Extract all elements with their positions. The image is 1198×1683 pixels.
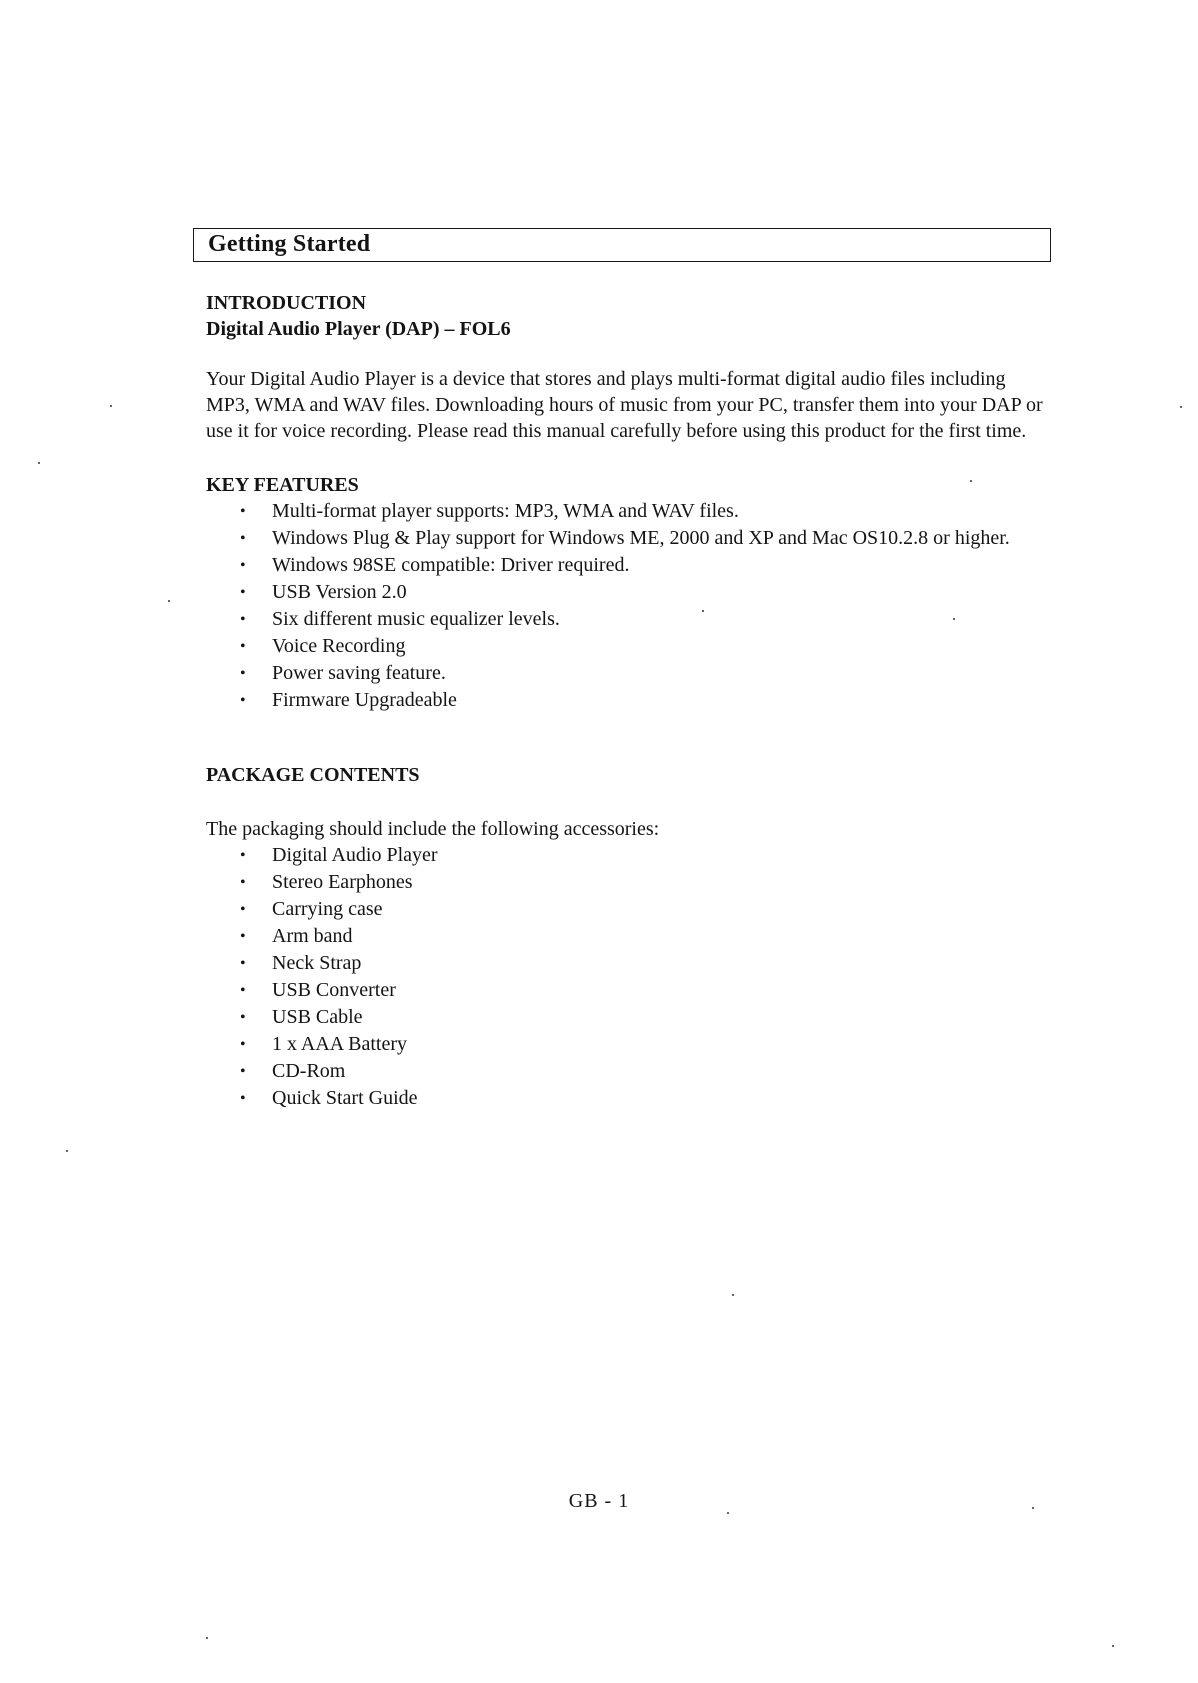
introduction-heading: INTRODUCTION [206,292,367,314]
list-item [206,1004,1046,1031]
package-item-text: 1 x AAA Battery [272,1033,407,1055]
list-item [206,660,1046,687]
scan-speck [1112,1645,1114,1647]
key-features-heading: KEY FEATURES [206,474,359,496]
feature-text: USB Version 2.0 [272,581,407,603]
feature-text: Firmware Upgradeable [272,689,457,711]
package-item-text: Carrying case [272,898,383,920]
scan-speck [66,1150,68,1152]
product-subheading: Digital Audio Player (DAP) – FOL6 [206,318,511,340]
list-item [206,1085,1046,1112]
scan-speck [970,480,972,482]
list-item [206,869,1046,896]
bullet-icon: • [240,1063,246,1080]
scan-speck [1032,1507,1034,1509]
introduction-paragraph: Your Digital Audio Player is a device that stores and plays multi-format digital audio files including MP3, WMA and WAV files. Downloading hours of music from your PC, transfer them into your DAP or use it for voice recording. Please read this manual carefully before using this product for the first time. [206,368,1043,442]
scan-speck [1180,406,1182,408]
feature-text: Multi-format player supports: MP3, WMA and WAV files. [272,500,739,522]
list-item [206,1031,1046,1058]
bullet-icon: • [240,982,246,999]
scan-speck [38,462,40,464]
package-item-text: Arm band [272,925,353,947]
bullet-icon: • [240,1036,246,1053]
package-contents-heading: PACKAGE CONTENTS [206,764,420,786]
list-item [206,525,1046,552]
bullet-icon: • [240,692,246,709]
bullet-icon: • [240,584,246,601]
list-item [206,579,1046,606]
feature-text: Windows Plug & Play support for Windows ME, 2000 and XP and Mac OS10.2.8 or higher. [272,527,1010,549]
bullet-icon: • [240,503,246,520]
scan-speck [702,610,704,612]
feature-text: Power saving feature. [272,662,446,684]
scan-speck [110,405,112,407]
package-item-text: Digital Audio Player [272,844,438,866]
bullet-icon: • [240,665,246,682]
list-item [206,552,1046,579]
section-header-box [193,228,1051,262]
package-item-text: USB Cable [272,1006,363,1028]
package-contents-intro: The packaging should include the following accessories: [206,818,660,840]
scan-speck [727,1512,729,1514]
page-content [206,290,1046,1112]
list-item [206,842,1046,869]
section-title: Getting Started [208,231,371,257]
feature-text: Voice Recording [272,635,406,657]
package-item-text: Quick Start Guide [272,1087,418,1109]
bullet-icon: • [240,611,246,628]
feature-text: Six different music equalizer levels. [272,608,560,630]
bullet-icon: • [240,874,246,891]
list-item [206,950,1046,977]
page-number: GB - 1 [568,1490,630,1512]
bullet-icon: • [240,928,246,945]
package-item-text: USB Converter [272,979,396,1001]
list-item [206,923,1046,950]
key-features-list [206,498,1046,714]
list-item [206,498,1046,525]
list-item [206,896,1046,923]
bullet-icon: • [240,1009,246,1026]
package-item-text: Stereo Earphones [272,871,413,893]
scan-speck [206,1637,208,1639]
bullet-icon: • [240,557,246,574]
feature-text: Windows 98SE compatible: Driver required. [272,554,630,576]
scan-speck [168,600,170,602]
list-item [206,687,1046,714]
package-item-text: Neck Strap [272,952,362,974]
list-item [206,1058,1046,1085]
bullet-icon: • [240,638,246,655]
list-item [206,977,1046,1004]
bullet-icon: • [240,530,246,547]
scan-speck [732,1294,734,1296]
scan-speck [953,618,955,620]
list-item [206,606,1046,633]
package-contents-list [206,842,1046,1112]
bullet-icon: • [240,901,246,918]
bullet-icon: • [240,847,246,864]
bullet-icon: • [240,1090,246,1107]
list-item [206,633,1046,660]
bullet-icon: • [240,955,246,972]
package-item-text: CD-Rom [272,1060,346,1082]
